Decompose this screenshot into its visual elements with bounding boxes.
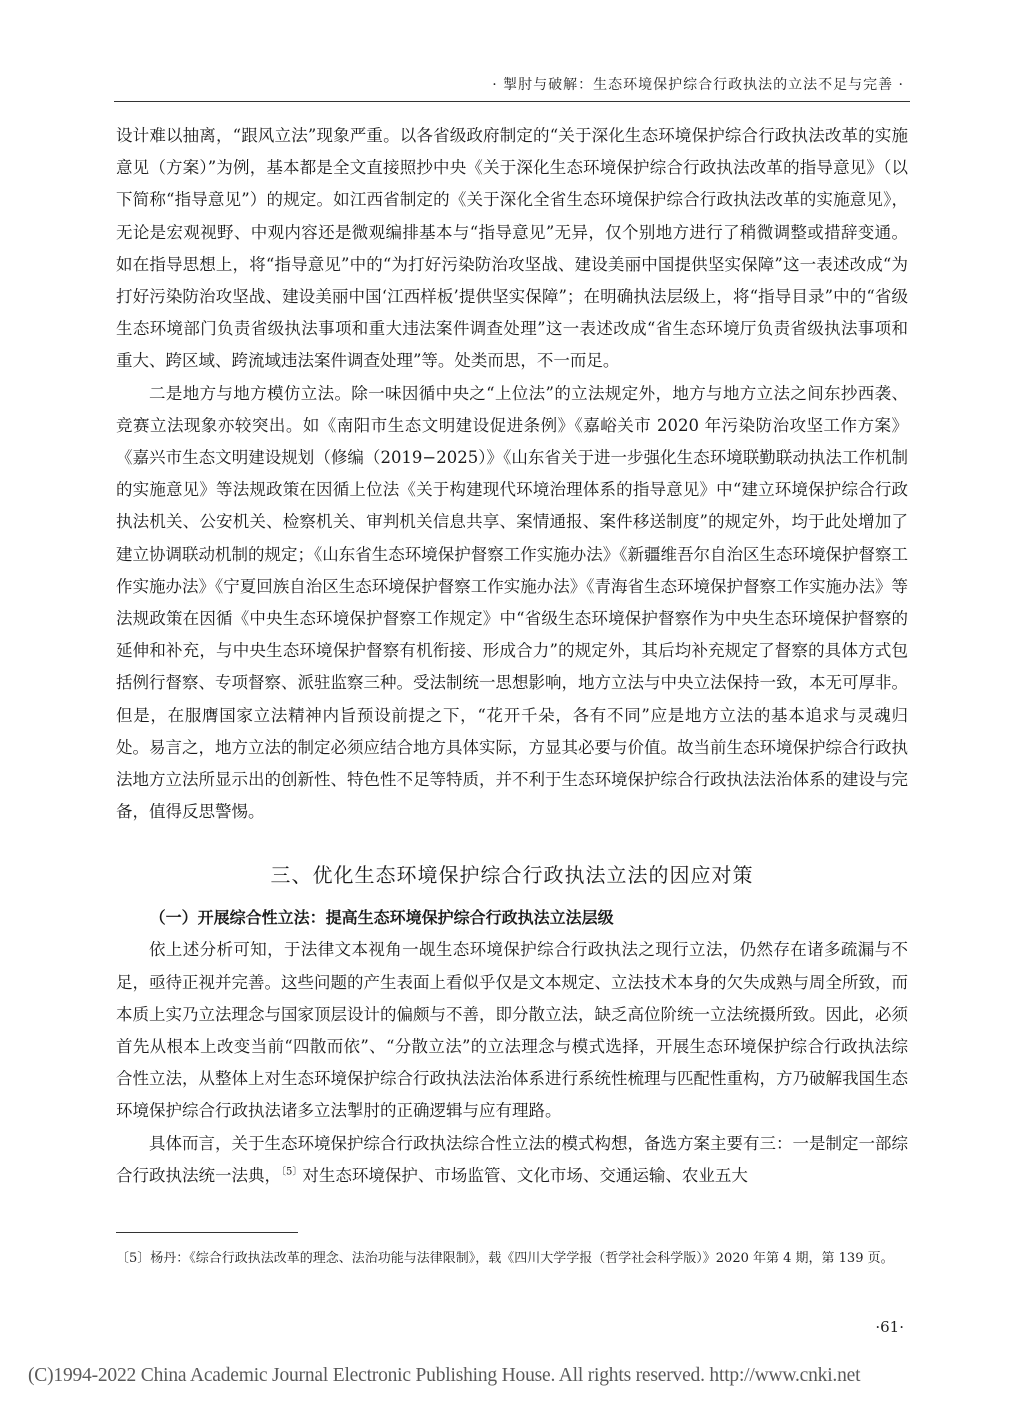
subsection-heading: （一）开展综合性立法：提高生态环境保护综合行政执法立法层级	[149, 908, 614, 928]
paragraph-text: 具体而言，关于生态环境保护综合行政执法综合性立法的模式构想，备选方案主要有三：一是制定一部综合行政执法统一法典，	[116, 1133, 908, 1185]
article-body	[116, 120, 908, 1192]
body-paragraph: 设计难以抽离，“跟风立法”现象严重。以各省级政府制定的“关于深化生态环境保护综合行政执法改革的实施意见（方案）”为例，基本都是全文直接照抄中央《关于深化生态环境保护综合行政执法改革的指导意见》（以下简称“指导意见”）的规定。如江西省制定的《关于深化全省生态环境保护综合行政执法改革的实施意见》，无论是宏观视野、中观内容还是微观编排基本与“指导意见”无异，仅个别地方进行了稍微调整或措辞变通。如在指导思想上，将“指导意见”中的“为打好污染防治攻坚战、建设美丽中国提供坚实保障”这一表述改成“为打好污染防治攻坚战、建设美丽中国‘江西样板’提供坚实保障”；在明确执法层级上，将“指导目录”中的“省级生态环境部门负责省级执法事项和重大违法案件调查处理”这一表述改成“省生态环境厅负责省级执法事项和重大、跨区域、跨流域违法案件调查处理”等。处类而思，不一而足。	[116, 126, 908, 371]
page-number: ·61·	[875, 1318, 904, 1336]
copyright-notice: (C)1994-2022 China Academic Journal Electronic Publishing House. All rights reserved. http://www.cnki.net	[28, 1365, 861, 1386]
footnote-rule	[116, 1232, 298, 1233]
paragraph-text: 对生态环境保护、市场监管、文化市场、交通运输、农业五大	[302, 1165, 748, 1185]
footnote-marker[interactable]: 〔5〕	[281, 1166, 303, 1178]
body-paragraph: 依上述分析可知，于法律文本视角一觇生态环境保护综合行政执法之现行立法，仍然存在诸多疏漏与不足，亟待正视并完善。这些问题的产生表面上看似乎仅是文本规定、立法技术本身的欠失成熟与周全所致，而本质上实乃立法理念与国家顶层设计的偏颇与不善，即分散立法，缺乏高位阶统一立法统摄所致。因此，必须首先从根本上改变当前“四散而依”、“分散立法”的立法理念与模式选择，开展生态环境保护综合行政执法综合性立法，从整体上对生态环境保护综合行政执法法治体系进行系统性梳理与匹配性重构，方乃破解我国生态环境保护综合行政执法诸多立法掣肘的正确逻辑与应有理路。	[116, 940, 908, 1121]
body-paragraph: 二是地方与地方模仿立法。除一味因循中央之“上位法”的立法规定外，地方与地方立法之间东抄西袭、竞赛立法现象亦较突出。如《南阳市生态文明建设促进条例》《嘉峪关市 2020 年污染防治攻坚工作方案》《嘉兴市生态文明建设规划（修编（2019−2025）》《山东省关于进一步强化生态环境联勤联动执法工作机制的实施意见》等法规政策在因循上位法《关于构建现代环境治理体系的指导意见》中“建立环境保护综合行政执法机关、公安机关、检察机关、审判机关信息共享、案情通报、案件移送制度”的规定外，均于此处增加了建立协调联动机制的规定；《山东省生态环境保护督察工作实施办法》《新疆维吾尔自治区生态环境保护督察工作实施办法》《宁夏回族自治区生态环境保护督察工作实施办法》《青海省生态环境保护督察工作实施办法》等法规政策在因循《中央生态环境保护督察工作规定》中“省级生态环境保护督察作为中央生态环境保护督察的延伸和补充，与中央生态环境保护督察有机衔接、形成合力”的规定外，其后均补充规定了督察的具体方式包括例行督察、专项督察、派驻监察三种。受法制统一思想影响，地方立法与中央立法保持一致，本无可厚非。但是，在服膺国家立法精神内旨预设前提之下，“花开千朵，各有不同”应是地方立法的基本追求与灵魂归处。易言之，地方立法的制定必须应结合地方具体实际，方显其必要与价值。故当前生态环境保护综合行政执法地方立法所显示出的创新性、特色性不足等特质，并不利于生态环境保护综合行政执法法治体系的建设与完备，值得反思警惕。	[116, 383, 908, 822]
footnote: 〔5〕杨丹：《综合行政执法改革的理念、法治功能与法律限制》，载《四川大学学报（哲学社会科学版）》2020 年第 4 期，第 139 页。	[116, 1251, 894, 1266]
body-paragraph-with-note	[116, 1128, 908, 1192]
header-rule	[114, 101, 910, 102]
running-header: · 掣肘与破解：生态环境保护综合行政执法的立法不足与完善 ·	[492, 77, 904, 93]
section-heading: 三、优化生态环境保护综合行政执法立法的因应对策	[270, 863, 754, 888]
